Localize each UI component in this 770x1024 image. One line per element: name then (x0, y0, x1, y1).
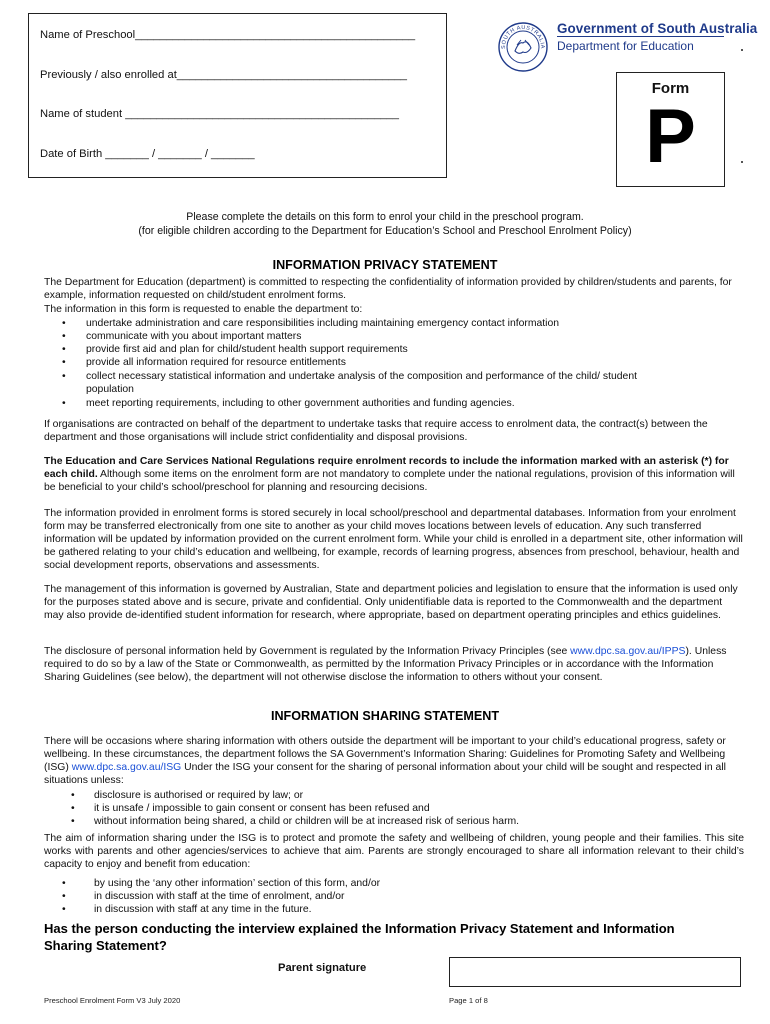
form-badge-letter: P (645, 94, 696, 179)
svg-text:SOUTH AUSTRALIA: SOUTH AUSTRALIA (500, 24, 546, 50)
intro-line-1: Please complete the details on this form to enrol your child in the preschool program. (186, 211, 584, 223)
footer-page-number: Page 1 of 8 (449, 996, 488, 1005)
previously-enrolled-field[interactable]: Previously / also enrolled at_____________________________________ (40, 69, 408, 81)
sharing-bullet: in discussion with staff at the time of enrolment, and/or (94, 891, 345, 902)
privacy-bullet: provide first aid and plan for child/student health support requirements (86, 344, 408, 355)
margin-mark (741, 49, 743, 51)
privacy-bullet: communicate with you about important matters (86, 331, 302, 342)
privacy-paragraph-2: If organisations are contracted on behalf of the department to undertake tasks that require access to enrolment data, the contract(s) between the department and those organisations will include strict confidentiality and disposal provisions. (44, 419, 708, 443)
bullet-icon: • (62, 344, 66, 355)
bullet-icon: • (71, 790, 75, 801)
interview-question: Has the person conducting the interview explained the Information Privacy Statement and Information Sharing Statement? (44, 921, 675, 953)
isg-link[interactable]: www.dpc.sa.gov.au/ISG (71, 762, 182, 773)
privacy-paragraph-5: The management of this information is governed by Australian, State and department policies and legislation to ensure that the information is used only for the purposes stated above and is secure, private and confidential. Only unidentifiable data is reported to the Commonwealth and the department may also provide de-identified student information for research, where appropriate, based on department operating principles and ethics guidelines. (44, 584, 738, 621)
government-title: Government of South Australia (557, 21, 758, 36)
footer-form-version: Preschool Enrolment Form V3 July 2020 (44, 996, 181, 1005)
bullet-icon: • (71, 803, 75, 814)
ipp-text-b: ). Unless required to do so by a law of the State or Commonwealth, as permitted by the Information Privacy Principles or in accordance with the Information Sharing Guidelines (see below), the department will not otherwise disclose the information to others without your consent. (44, 646, 727, 683)
bullet-icon: • (62, 371, 66, 382)
bullet-icon: • (62, 318, 66, 329)
margin-mark (741, 161, 743, 163)
logo-divider (557, 36, 724, 37)
privacy-bullet: meet reporting requirements, including to other government authorities and funding agencies. (86, 398, 515, 409)
ipp-text-a: The disclosure of personal information held by Government is regulated by the Information Privacy Principles (see (44, 646, 571, 657)
privacy-bullet: provide all information required for resource entitlements (86, 357, 346, 368)
intro-line-2: (for eligible children according to the Department for Education’s School and Preschool Enrolment Policy) (138, 225, 632, 237)
form-badge-word: Form (651, 80, 690, 97)
parent-signature-label: Parent signature (278, 962, 367, 974)
privacy-bullet: undertake administration and care responsibilities including maintaining emergency contact information (86, 318, 560, 329)
sharing-bullet: by using the ‘any other information’ section of this form, and/or (94, 878, 381, 889)
student-name-field[interactable]: Name of student ____________________________________________ (40, 108, 399, 120)
sharing-paragraph-2: The aim of information sharing under the ISG is to protect and promote the safety and wellbeing of children, young people and their families. This site works with parents and other agencies/services to achieve that aim. Parents are strongly encouraged to share all information relevant to their child’s capacity to enjoy and benefit from education: (44, 833, 744, 870)
bullet-icon: • (62, 878, 66, 889)
sharing-heading: INFORMATION SHARING STATEMENT (270, 709, 500, 723)
parent-signature-box[interactable] (449, 957, 741, 987)
ipps-link[interactable]: www.dpc.sa.gov.au/IPPS (570, 646, 686, 657)
bullet-icon: • (71, 816, 75, 827)
privacy-paragraph-1: The Department for Education (department) is committed to respecting the confidentiality of information provided by children/students and parents, for example, information requested on child/student enrolment forms. (44, 277, 732, 301)
privacy-bullet: collect necessary statistical information and undertake analysis of the composition and performance of the child/ student population (86, 371, 638, 395)
bullet-icon: • (62, 398, 66, 409)
bullet-icon: • (62, 904, 66, 915)
sharing-bullet: disclosure is authorised or required by law; or (94, 790, 304, 801)
sharing-bullet: without information being shared, a child or children will be at increased risk of serious harm. (94, 816, 520, 827)
privacy-paragraph-1b: The information in this form is requested to enable the department to: (44, 304, 363, 315)
privacy-paragraph-4: The information provided in enrolment forms is stored securely in local school/preschool and departmental databases. Information from your enrolment form may be transferred electronically from one site to another as your child moves locations between levels of education. Any such transferred information will be updated by information provided on the current enrolment form. While your child is enrolled in a department site, other information will be gathered relating to your child’s education and wellbeing, for example, records of learning progress, absences from preschool, behaviour, health and social development reports, observations and assessments. (44, 508, 743, 571)
sharing-bullet: in discussion with staff at any time in the future. (94, 904, 312, 915)
regulations-notice: The Education and Care Services National Regulations require enrolment records to include the information marked with an asterisk (*) for each child. (44, 456, 729, 480)
sharing-paragraph-1 (44, 735, 744, 787)
privacy-heading: INFORMATION PRIVACY STATEMENT (272, 258, 498, 272)
isg-text-a: There will be occasions where sharing information with others outside the department will be important to your child’s educational progress, safety or wellbeing. In these circumstances, the department follows the SA Government’s Information Sharing: Guidelines for Promoting Safety and Wellbeing (ISG) (44, 736, 726, 773)
preschool-name-field[interactable]: Name of Preschool_____________________________________________ (40, 29, 416, 41)
bullet-icon: • (62, 331, 66, 342)
department-title: Department for Education (557, 39, 694, 53)
bullet-icon: • (62, 357, 66, 368)
government-seal-icon (497, 21, 549, 73)
isg-text-b: Under the ISG your consent for the sharing of personal information about your child will be sought and respected in all situations unless: (44, 762, 726, 786)
privacy-paragraph-3 (44, 455, 744, 494)
bullet-icon: • (62, 891, 66, 902)
date-of-birth-field[interactable]: Date of Birth _______ / _______ / _______ (40, 148, 255, 160)
privacy-paragraph-6 (44, 645, 744, 684)
regulations-detail: Although some items on the enrolment form are not mandatory to complete under the national regulations, provision of this information will be beneficial to your child’s school/preschool for planning and resourcing decisions. (44, 469, 735, 493)
sharing-bullet: it is unsafe / impossible to gain consent or consent has been refused and (94, 803, 430, 814)
